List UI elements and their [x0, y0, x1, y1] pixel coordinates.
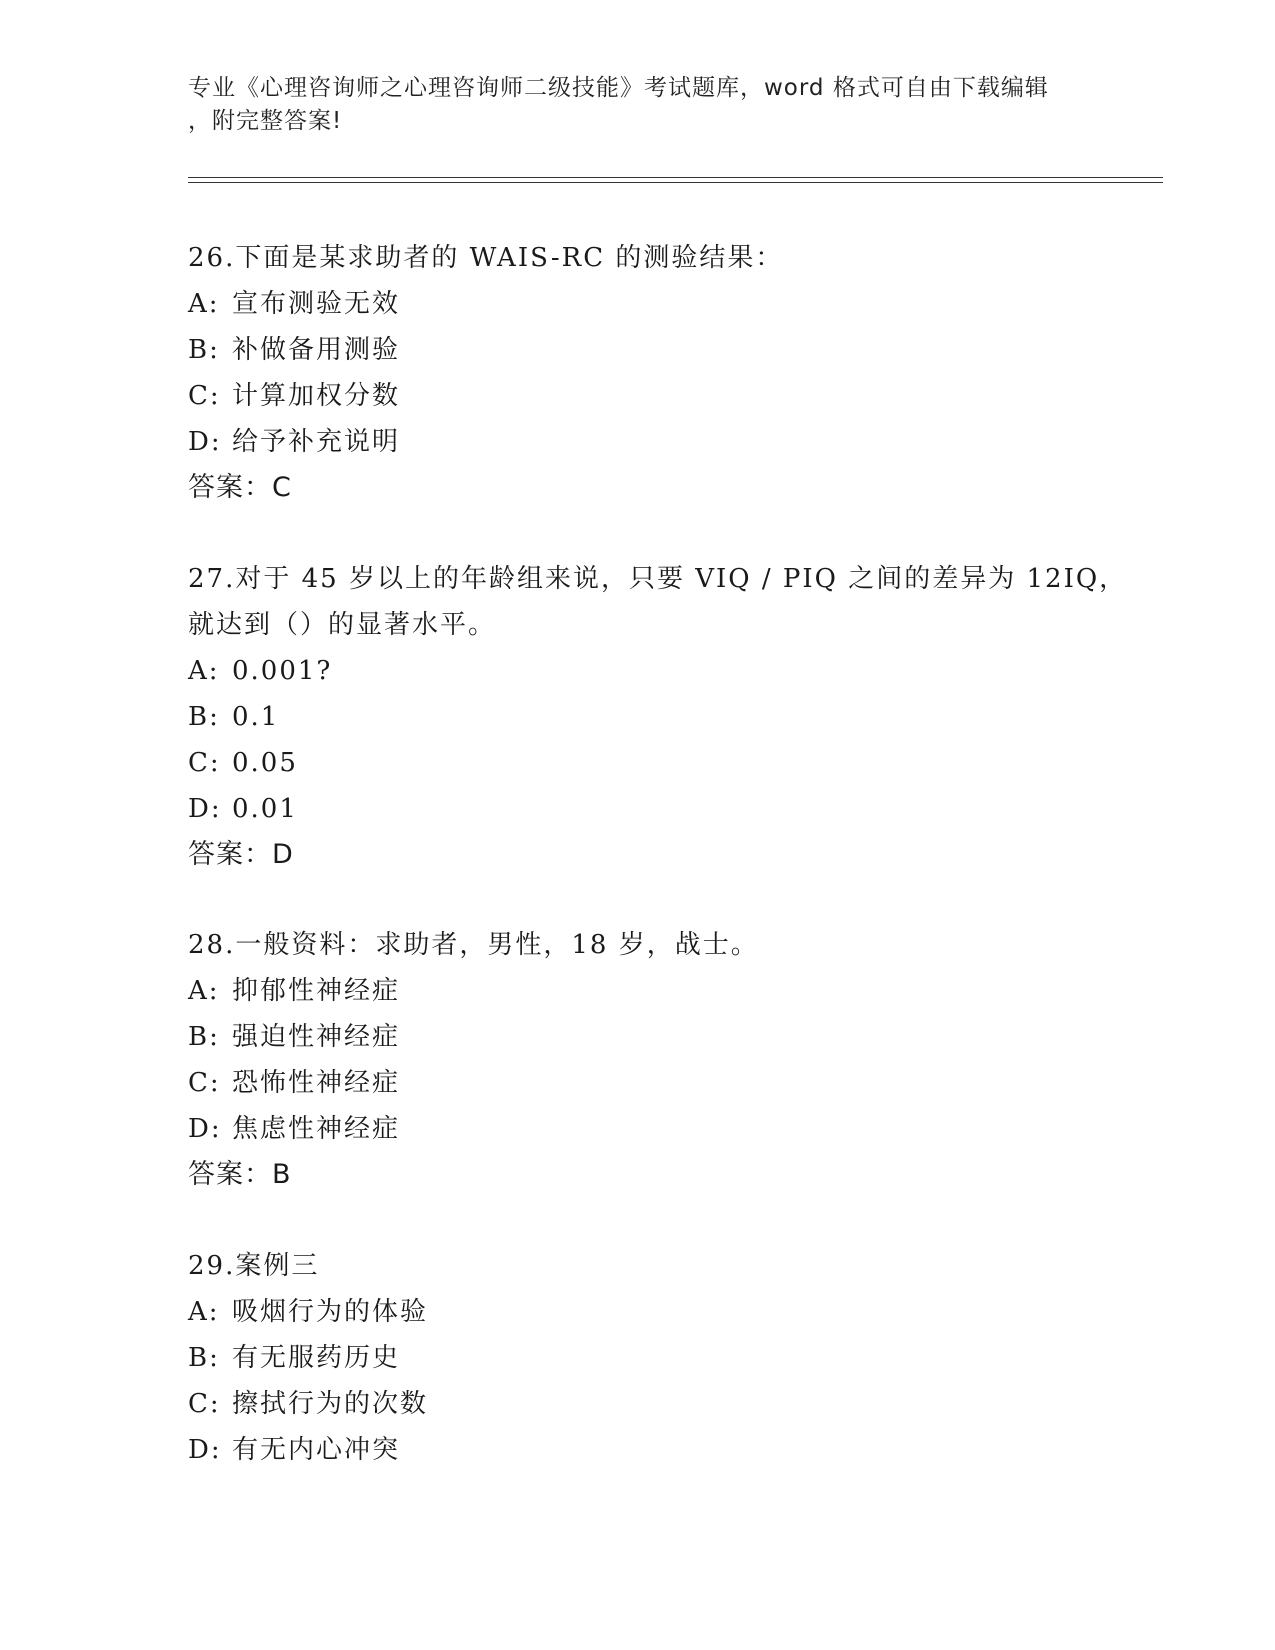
option-text: 擦拭行为的次数 [232, 1389, 429, 1419]
option-text: 0.05 [232, 748, 298, 778]
question-stem: 28.一般资料：求助者，男性，18 岁，战士。 [188, 930, 759, 960]
option-text: 抑郁性神经症 [232, 976, 401, 1006]
option-label: A: [188, 976, 220, 1006]
question-stem: 26.下面是某求助者的 WAIS-RC 的测验结果： [188, 243, 784, 273]
option-text: 有无内心冲突 [232, 1435, 401, 1465]
question-26 [188, 235, 1148, 511]
option-label: B: [188, 1343, 220, 1373]
header-divider-top [188, 177, 1163, 178]
option-b [188, 694, 1148, 740]
question-stem: 27.对于 45 岁以上的年龄组来说，只要 VIQ / PIQ 之间的差异为 12IQ， [188, 564, 1128, 594]
question-28 [188, 922, 1148, 1198]
option-label: D: [188, 794, 222, 824]
option-text: 给予补充说明 [232, 427, 401, 457]
option-b [188, 327, 1148, 373]
option-label: A: [188, 656, 220, 686]
option-b [188, 1014, 1148, 1060]
option-d [188, 1106, 1148, 1152]
option-text: 焦虑性神经症 [232, 1114, 401, 1144]
option-c [188, 1060, 1148, 1106]
option-label: B: [188, 1022, 220, 1052]
option-label: C: [188, 1068, 221, 1098]
option-label: B: [188, 702, 220, 732]
header-line-1: 专业《心理咨询师之心理咨询师二级技能》考试题库，word 格式可自由下载编辑 [188, 75, 1049, 101]
answer: 答案：C [188, 472, 292, 503]
question-29 [188, 1243, 1148, 1473]
question-stem: 29.案例三 [188, 1251, 320, 1281]
option-label: A: [188, 289, 220, 319]
option-b [188, 1335, 1148, 1381]
option-label: D: [188, 1114, 222, 1144]
option-a [188, 648, 1148, 694]
option-d [188, 1427, 1148, 1473]
option-text: 计算加权分数 [232, 381, 401, 411]
option-c [188, 740, 1148, 786]
option-text: 强迫性神经症 [232, 1022, 401, 1052]
option-text: 恐怖性神经症 [232, 1068, 401, 1098]
question-stem-continued: 就达到（）的显著水平。 [188, 610, 497, 640]
answer: 答案：B [188, 1159, 292, 1190]
option-label: D: [188, 427, 222, 457]
option-a [188, 968, 1148, 1014]
option-text: 宣布测验无效 [232, 289, 401, 319]
option-a [188, 1289, 1148, 1335]
option-text: 0.01 [232, 794, 298, 824]
option-label: A: [188, 1297, 220, 1327]
option-text: 0.1 [232, 702, 280, 732]
option-d [188, 786, 1148, 832]
option-c [188, 1381, 1148, 1427]
option-label: C: [188, 1389, 221, 1419]
question-27 [188, 556, 1148, 878]
option-c [188, 373, 1148, 419]
option-text: 补做备用测验 [232, 335, 401, 365]
header-line-2: ，附完整答案! [188, 108, 343, 134]
answer: 答案：D [188, 839, 294, 870]
option-a [188, 281, 1148, 327]
option-text: 0.001? [232, 656, 333, 686]
option-label: C: [188, 748, 221, 778]
option-text: 吸烟行为的体验 [232, 1297, 429, 1327]
option-label: B: [188, 335, 220, 365]
option-label: C: [188, 381, 221, 411]
option-d [188, 419, 1148, 465]
option-label: D: [188, 1435, 222, 1465]
option-text: 有无服药历史 [232, 1343, 401, 1373]
document-header [188, 72, 1088, 138]
header-divider-bottom [188, 182, 1163, 183]
